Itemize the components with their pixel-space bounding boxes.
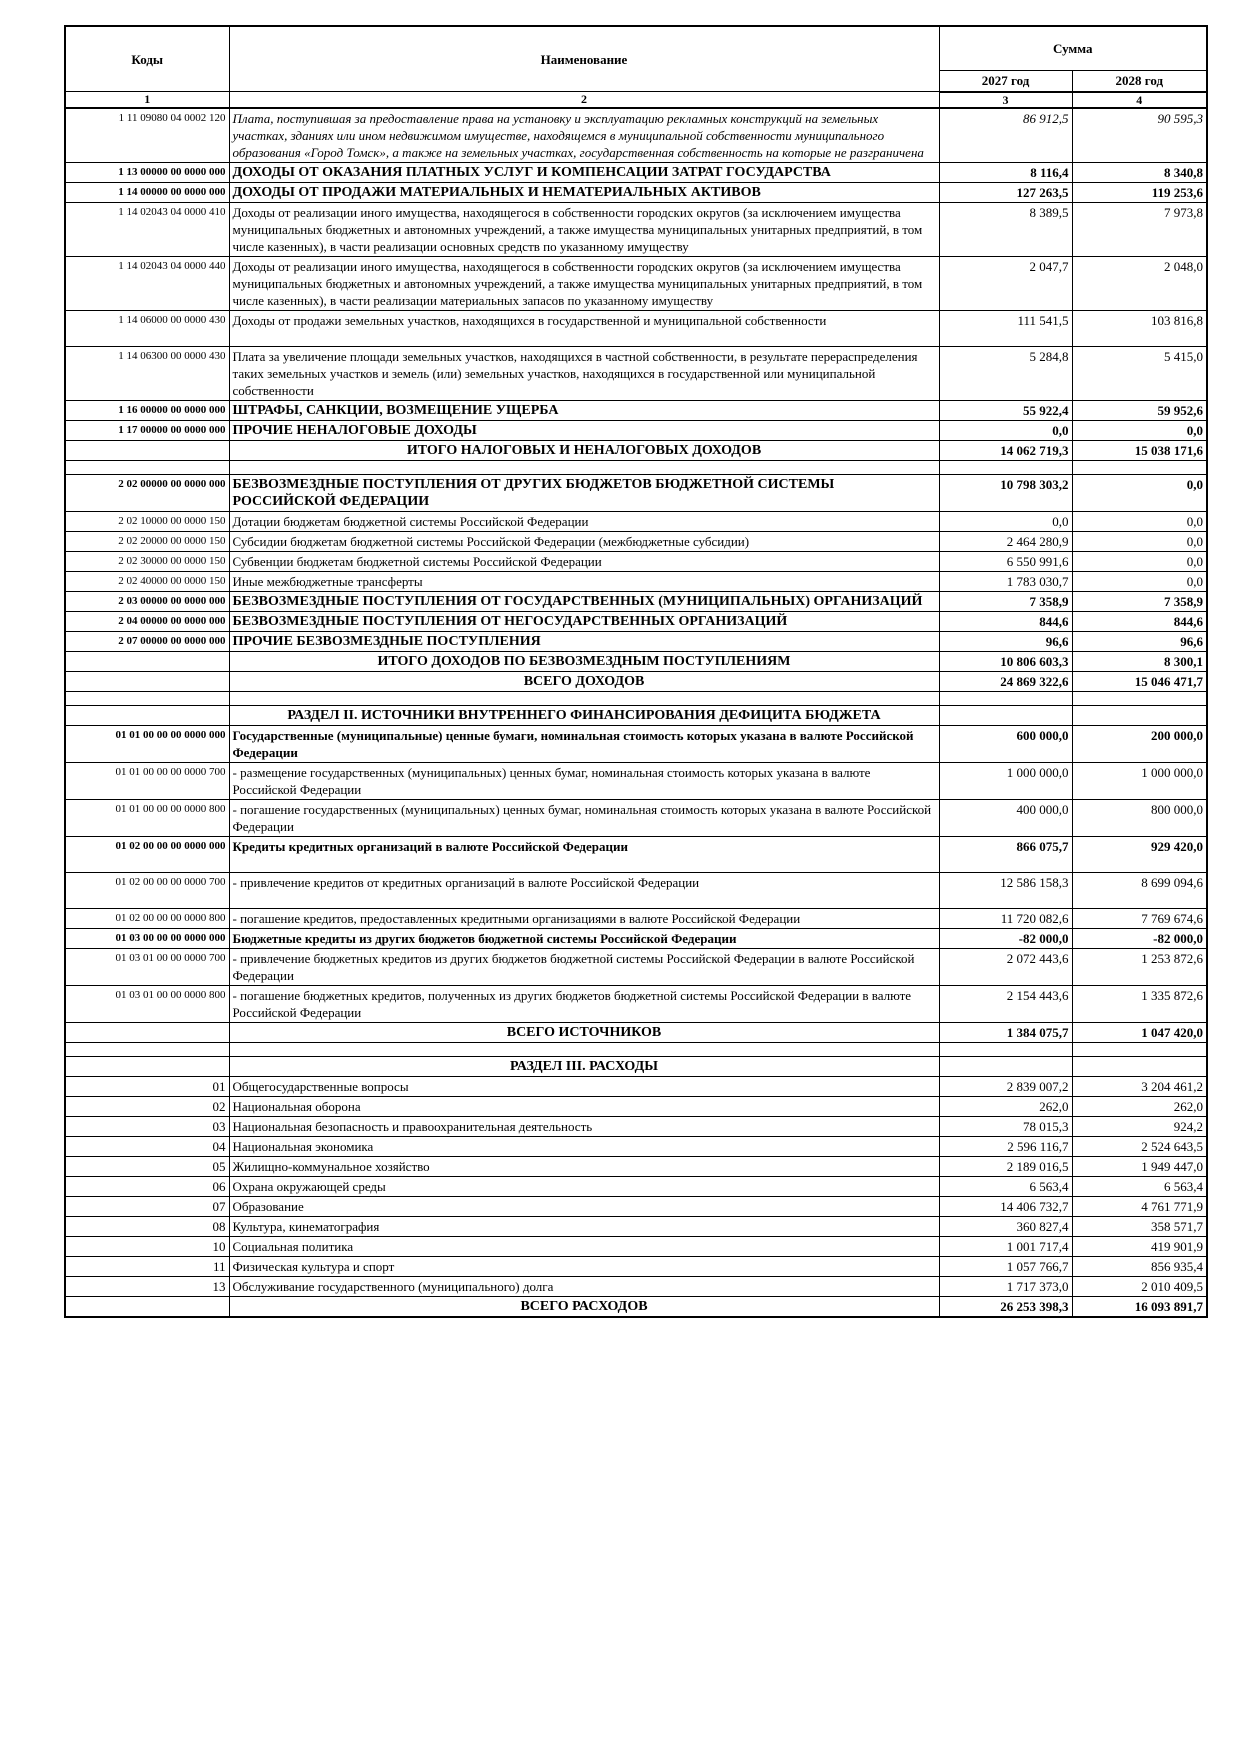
row-name: Национальная оборона — [229, 1096, 939, 1116]
row-value-2028: 2 524 643,5 — [1072, 1136, 1207, 1156]
table-row — [65, 836, 1207, 872]
row-code: 2 02 20000 00 0000 150 — [65, 531, 229, 551]
table-row — [65, 1236, 1207, 1256]
row-code: 1 14 02043 04 0000 440 — [65, 256, 229, 310]
row-value-2028: 844,6 — [1072, 611, 1207, 631]
row-value-2027: 2 596 116,7 — [939, 1136, 1072, 1156]
row-value-2027: 7 358,9 — [939, 591, 1072, 611]
table-row — [65, 651, 1207, 671]
table-body — [65, 108, 1207, 1317]
row-value-2028: 59 952,6 — [1072, 400, 1207, 420]
table-row — [65, 908, 1207, 928]
row-code: 02 — [65, 1096, 229, 1116]
header-codes: Коды — [65, 26, 229, 92]
table-row — [65, 671, 1207, 691]
row-name: Общегосударственные вопросы — [229, 1076, 939, 1096]
row-code — [65, 1022, 229, 1042]
row-value-2027: 262,0 — [939, 1096, 1072, 1116]
row-name: ДОХОДЫ ОТ ОКАЗАНИЯ ПЛАТНЫХ УСЛУГ И КОМПЕНСАЦИИ ЗАТРАТ ГОСУДАРСТВА — [229, 162, 939, 182]
table-row — [65, 1296, 1207, 1317]
row-value-2027: 11 720 082,6 — [939, 908, 1072, 928]
row-value-2027: 2 072 443,6 — [939, 948, 1072, 985]
row-value-2027: 5 284,8 — [939, 346, 1072, 400]
table-row — [65, 631, 1207, 651]
row-value-2028: 1 253 872,6 — [1072, 948, 1207, 985]
row-name: - привлечение бюджетных кредитов из других бюджетов бюджетной системы Российской Федерации в валюте Российской Федерации — [229, 948, 939, 985]
table-row — [65, 611, 1207, 631]
row-name: Жилищно-коммунальное хозяйство — [229, 1156, 939, 1176]
row-code: 04 — [65, 1136, 229, 1156]
row-value-2027: 96,6 — [939, 631, 1072, 651]
row-code — [65, 460, 229, 474]
row-value-2028 — [1072, 460, 1207, 474]
row-value-2028: 103 816,8 — [1072, 310, 1207, 346]
row-value-2027: 86 912,5 — [939, 108, 1072, 163]
row-value-2028: 929 420,0 — [1072, 836, 1207, 872]
row-name — [229, 691, 939, 705]
row-code: 01 03 01 00 00 0000 800 — [65, 985, 229, 1022]
row-code: 2 04 00000 00 0000 000 — [65, 611, 229, 631]
table-row — [65, 108, 1207, 163]
row-name: Социальная политика — [229, 1236, 939, 1256]
header-name: Наименование — [229, 26, 939, 92]
row-value-2027 — [939, 1042, 1072, 1056]
row-name — [229, 460, 939, 474]
row-value-2027: 8 116,4 — [939, 162, 1072, 182]
table-row — [65, 346, 1207, 400]
row-value-2028: 0,0 — [1072, 551, 1207, 571]
table-row — [65, 420, 1207, 440]
table-row — [65, 256, 1207, 310]
table-row — [65, 474, 1207, 511]
row-name: ШТРАФЫ, САНКЦИИ, ВОЗМЕЩЕНИЕ УЩЕРБА — [229, 400, 939, 420]
row-value-2028: 2 010 409,5 — [1072, 1276, 1207, 1296]
row-code — [65, 691, 229, 705]
header-year-2027: 2027 год — [939, 70, 1072, 91]
row-code: 10 — [65, 1236, 229, 1256]
table-row — [65, 162, 1207, 182]
row-value-2027: 127 263,5 — [939, 182, 1072, 202]
row-code — [65, 1042, 229, 1056]
row-code: 07 — [65, 1196, 229, 1216]
row-value-2027: 1 717 373,0 — [939, 1276, 1072, 1296]
table-row — [65, 1156, 1207, 1176]
row-value-2028: 1 000 000,0 — [1072, 762, 1207, 799]
row-code: 01 03 00 00 00 0000 000 — [65, 928, 229, 948]
row-code: 01 01 00 00 00 0000 700 — [65, 762, 229, 799]
row-name: Обслуживание государственного (муниципального) долга — [229, 1276, 939, 1296]
budget-table — [64, 25, 1208, 1318]
row-name: Дотации бюджетам бюджетной системы Российской Федерации — [229, 511, 939, 531]
header-colnum: 3 — [939, 92, 1072, 108]
row-value-2027: 400 000,0 — [939, 799, 1072, 836]
header-year-2028: 2028 год — [1072, 70, 1207, 91]
table-row — [65, 1216, 1207, 1236]
table-row — [65, 1116, 1207, 1136]
row-value-2027: 24 869 322,6 — [939, 671, 1072, 691]
row-name: Государственные (муниципальные) ценные бумаги, номинальная стоимость которых указана в валюте Российской Федерации — [229, 725, 939, 762]
header-sum: Сумма — [939, 26, 1207, 70]
row-value-2027: 2 047,7 — [939, 256, 1072, 310]
row-value-2028: 2 048,0 — [1072, 256, 1207, 310]
table-row — [65, 460, 1207, 474]
row-value-2028: 8 699 094,6 — [1072, 872, 1207, 908]
row-code: 2 02 30000 00 0000 150 — [65, 551, 229, 571]
row-value-2028: 90 595,3 — [1072, 108, 1207, 163]
row-value-2027: 26 253 398,3 — [939, 1296, 1072, 1317]
row-value-2028: 8 340,8 — [1072, 162, 1207, 182]
row-code — [65, 1056, 229, 1076]
table-row — [65, 1176, 1207, 1196]
table-row — [65, 799, 1207, 836]
row-value-2028: 0,0 — [1072, 531, 1207, 551]
row-value-2027: 111 541,5 — [939, 310, 1072, 346]
header-colnum: 4 — [1072, 92, 1207, 108]
table-row — [65, 1256, 1207, 1276]
table-row — [65, 928, 1207, 948]
row-name: БЕЗВОЗМЕЗДНЫЕ ПОСТУПЛЕНИЯ ОТ НЕГОСУДАРСТВЕННЫХ ОРГАНИЗАЦИЙ — [229, 611, 939, 631]
row-value-2028: 358 571,7 — [1072, 1216, 1207, 1236]
table-row — [65, 440, 1207, 460]
row-value-2027: 1 384 075,7 — [939, 1022, 1072, 1042]
table-row — [65, 948, 1207, 985]
row-name: ПРОЧИЕ БЕЗВОЗМЕЗДНЫЕ ПОСТУПЛЕНИЯ — [229, 631, 939, 651]
table-row — [65, 872, 1207, 908]
row-code: 1 11 09080 04 0002 120 — [65, 108, 229, 163]
row-code: 01 01 00 00 00 0000 800 — [65, 799, 229, 836]
table-row — [65, 551, 1207, 571]
row-value-2028: 15 038 171,6 — [1072, 440, 1207, 460]
table-row — [65, 310, 1207, 346]
table-row — [65, 1196, 1207, 1216]
row-name: ИТОГО НАЛОГОВЫХ И НЕНАЛОГОВЫХ ДОХОДОВ — [229, 440, 939, 460]
row-value-2027 — [939, 1056, 1072, 1076]
row-value-2028: 7 973,8 — [1072, 202, 1207, 256]
table-row — [65, 511, 1207, 531]
row-value-2028: 1 047 420,0 — [1072, 1022, 1207, 1042]
row-name: Плата, поступившая за предоставление права на установку и эксплуатацию рекламных конструкций на земельных участках, зданиях или ином недвижимом имуществе, находящемся в муниципальной собственности муниципального образования «Город Томск», а также на земельных участках, государственная собственность на которые не разграничена — [229, 108, 939, 163]
row-name: Кредиты кредитных организаций в валюте Российской Федерации — [229, 836, 939, 872]
header-colnum: 2 — [229, 92, 939, 108]
table-row — [65, 1022, 1207, 1042]
row-value-2028: 0,0 — [1072, 511, 1207, 531]
row-value-2028: 0,0 — [1072, 571, 1207, 591]
row-name: ИТОГО ДОХОДОВ ПО БЕЗВОЗМЕЗДНЫМ ПОСТУПЛЕНИЯМ — [229, 651, 939, 671]
row-value-2028: 15 046 471,7 — [1072, 671, 1207, 691]
row-name: БЕЗВОЗМЕЗДНЫЕ ПОСТУПЛЕНИЯ ОТ ГОСУДАРСТВЕННЫХ (МУНИЦИПАЛЬНЫХ) ОРГАНИЗАЦИЙ — [229, 591, 939, 611]
row-name: РАЗДЕЛ III. РАСХОДЫ — [229, 1056, 939, 1076]
row-code — [65, 440, 229, 460]
row-value-2027: -82 000,0 — [939, 928, 1072, 948]
row-name: Доходы от реализации иного имущества, находящегося в собственности городских округов (за исключением имущества муниципальных бюджетных и автономных учреждений, а также имущества муниципальных унитарных предприятий, в том числе казенных), в части реализации материальных запасов по указанному имуществу — [229, 256, 939, 310]
row-name: Национальная экономика — [229, 1136, 939, 1156]
row-code: 1 14 06300 00 0000 430 — [65, 346, 229, 400]
row-value-2027: 2 839 007,2 — [939, 1076, 1072, 1096]
row-value-2027: 78 015,3 — [939, 1116, 1072, 1136]
row-value-2028: 419 901,9 — [1072, 1236, 1207, 1256]
row-name: Доходы от реализации иного имущества, находящегося в собственности городских округов (за исключением имущества муниципальных бюджетных и автономных учреждений, а также имущества муниципальных унитарных предприятий, в том числе казенных), в части реализации основных средств по указанному имуществу — [229, 202, 939, 256]
row-code: 2 03 00000 00 0000 000 — [65, 591, 229, 611]
table-row — [65, 1076, 1207, 1096]
row-value-2027: 1 057 766,7 — [939, 1256, 1072, 1276]
row-value-2028: 3 204 461,2 — [1072, 1076, 1207, 1096]
row-value-2028 — [1072, 1056, 1207, 1076]
row-value-2028 — [1072, 1042, 1207, 1056]
row-value-2027: 8 389,5 — [939, 202, 1072, 256]
row-value-2028: 924,2 — [1072, 1116, 1207, 1136]
row-code: 05 — [65, 1156, 229, 1176]
table-row — [65, 985, 1207, 1022]
row-value-2027: 2 154 443,6 — [939, 985, 1072, 1022]
row-name: БЕЗВОЗМЕЗДНЫЕ ПОСТУПЛЕНИЯ ОТ ДРУГИХ БЮДЖЕТОВ БЮДЖЕТНОЙ СИСТЕМЫ РОССИЙСКОЙ ФЕДЕРАЦИИ — [229, 474, 939, 511]
row-value-2028: -82 000,0 — [1072, 928, 1207, 948]
row-value-2027: 10 806 603,3 — [939, 651, 1072, 671]
table-row — [65, 202, 1207, 256]
row-code: 1 17 00000 00 0000 000 — [65, 420, 229, 440]
row-value-2027: 2 189 016,5 — [939, 1156, 1072, 1176]
row-code: 2 02 10000 00 0000 150 — [65, 511, 229, 531]
row-value-2028: 800 000,0 — [1072, 799, 1207, 836]
row-name: - размещение государственных (муниципальных) ценных бумаг, номинальная стоимость которых указана в валюте Российской Федерации — [229, 762, 939, 799]
row-value-2028: 0,0 — [1072, 420, 1207, 440]
row-value-2028: 6 563,4 — [1072, 1176, 1207, 1196]
row-code: 2 02 00000 00 0000 000 — [65, 474, 229, 511]
row-code: 01 — [65, 1076, 229, 1096]
row-name: ПРОЧИЕ НЕНАЛОГОВЫЕ ДОХОДЫ — [229, 420, 939, 440]
row-value-2027: 14 062 719,3 — [939, 440, 1072, 460]
row-value-2028: 119 253,6 — [1072, 182, 1207, 202]
row-value-2027: 600 000,0 — [939, 725, 1072, 762]
row-value-2028: 0,0 — [1072, 474, 1207, 511]
row-value-2027: 6 563,4 — [939, 1176, 1072, 1196]
row-name: Национальная безопасность и правоохранительная деятельность — [229, 1116, 939, 1136]
row-value-2028: 1 949 447,0 — [1072, 1156, 1207, 1176]
table-row — [65, 182, 1207, 202]
table-row — [65, 705, 1207, 725]
row-value-2027: 1 000 000,0 — [939, 762, 1072, 799]
row-code: 2 07 00000 00 0000 000 — [65, 631, 229, 651]
row-code — [65, 671, 229, 691]
row-name: ВСЕГО РАСХОДОВ — [229, 1296, 939, 1317]
row-value-2028: 16 093 891,7 — [1072, 1296, 1207, 1317]
table-row — [65, 591, 1207, 611]
row-code: 11 — [65, 1256, 229, 1276]
row-value-2028 — [1072, 705, 1207, 725]
header-colnum: 1 — [65, 92, 229, 108]
row-name: Охрана окружающей среды — [229, 1176, 939, 1196]
row-name: Доходы от продажи земельных участков, находящихся в государственной и муниципальной собственности — [229, 310, 939, 346]
row-name — [229, 1042, 939, 1056]
row-value-2027: 0,0 — [939, 420, 1072, 440]
row-value-2028: 7 358,9 — [1072, 591, 1207, 611]
row-name: ВСЕГО ИСТОЧНИКОВ — [229, 1022, 939, 1042]
row-name: Иные межбюджетные трансферты — [229, 571, 939, 591]
row-value-2027: 2 464 280,9 — [939, 531, 1072, 551]
row-name: Субсидии бюджетам бюджетной системы Российской Федерации (межбюджетные субсидии) — [229, 531, 939, 551]
row-value-2027: 844,6 — [939, 611, 1072, 631]
row-code: 01 02 00 00 00 0000 000 — [65, 836, 229, 872]
row-name: Субвенции бюджетам бюджетной системы Российской Федерации — [229, 551, 939, 571]
row-name: - погашение кредитов, предоставленных кредитными организациями в валюте Российской Федерации — [229, 908, 939, 928]
row-code — [65, 705, 229, 725]
row-name: - привлечение кредитов от кредитных организаций в валюте Российской Федерации — [229, 872, 939, 908]
budget-document — [64, 25, 1206, 1318]
row-name: Бюджетные кредиты из других бюджетов бюджетной системы Российской Федерации — [229, 928, 939, 948]
table-row — [65, 1136, 1207, 1156]
row-value-2028: 1 335 872,6 — [1072, 985, 1207, 1022]
table-row — [65, 531, 1207, 551]
row-value-2027: 12 586 158,3 — [939, 872, 1072, 908]
row-code: 03 — [65, 1116, 229, 1136]
table-row — [65, 1056, 1207, 1076]
row-value-2027 — [939, 460, 1072, 474]
table-row — [65, 1042, 1207, 1056]
row-value-2028: 7 769 674,6 — [1072, 908, 1207, 928]
row-value-2027 — [939, 705, 1072, 725]
row-value-2027: 6 550 991,6 — [939, 551, 1072, 571]
row-name: Культура, кинематография — [229, 1216, 939, 1236]
row-value-2028: 96,6 — [1072, 631, 1207, 651]
row-code: 01 03 01 00 00 0000 700 — [65, 948, 229, 985]
row-code: 13 — [65, 1276, 229, 1296]
row-code: 08 — [65, 1216, 229, 1236]
row-code: 01 02 00 00 00 0000 800 — [65, 908, 229, 928]
row-value-2027: 14 406 732,7 — [939, 1196, 1072, 1216]
row-value-2028: 200 000,0 — [1072, 725, 1207, 762]
row-value-2027: 1 783 030,7 — [939, 571, 1072, 591]
row-name: ДОХОДЫ ОТ ПРОДАЖИ МАТЕРИАЛЬНЫХ И НЕМАТЕРИАЛЬНЫХ АКТИВОВ — [229, 182, 939, 202]
row-value-2028: 4 761 771,9 — [1072, 1196, 1207, 1216]
row-code: 1 14 02043 04 0000 410 — [65, 202, 229, 256]
row-value-2027: 0,0 — [939, 511, 1072, 531]
row-code: 1 14 00000 00 0000 000 — [65, 182, 229, 202]
row-code — [65, 651, 229, 671]
row-value-2028: 5 415,0 — [1072, 346, 1207, 400]
row-name: - погашение бюджетных кредитов, полученных из других бюджетов бюджетной системы Российской Федерации в валюте Российской Федерации — [229, 985, 939, 1022]
table-row — [65, 1276, 1207, 1296]
row-value-2027: 1 001 717,4 — [939, 1236, 1072, 1256]
table-row — [65, 725, 1207, 762]
row-name: Физическая культура и спорт — [229, 1256, 939, 1276]
row-code: 01 02 00 00 00 0000 700 — [65, 872, 229, 908]
row-name: ВСЕГО ДОХОДОВ — [229, 671, 939, 691]
row-value-2027: 10 798 303,2 — [939, 474, 1072, 511]
row-value-2028: 8 300,1 — [1072, 651, 1207, 671]
row-value-2027 — [939, 691, 1072, 705]
table-row — [65, 1096, 1207, 1116]
row-name: - погашение государственных (муниципальных) ценных бумаг, номинальная стоимость которых указана в валюте Российской Федерации — [229, 799, 939, 836]
row-name: Образование — [229, 1196, 939, 1216]
table-row — [65, 691, 1207, 705]
row-name: Плата за увеличение площади земельных участков, находящихся в частной собственности, в результате перераспределения таких земельных участков и земель (или) земельных участков, находящихся в государственной или муниципальной собственности — [229, 346, 939, 400]
row-code: 06 — [65, 1176, 229, 1196]
row-code: 1 14 06000 00 0000 430 — [65, 310, 229, 346]
row-value-2028 — [1072, 691, 1207, 705]
row-code: 2 02 40000 00 0000 150 — [65, 571, 229, 591]
row-name: РАЗДЕЛ II. ИСТОЧНИКИ ВНУТРЕННЕГО ФИНАНСИРОВАНИЯ ДЕФИЦИТА БЮДЖЕТА — [229, 705, 939, 725]
row-value-2027: 360 827,4 — [939, 1216, 1072, 1236]
row-value-2027: 55 922,4 — [939, 400, 1072, 420]
row-value-2028: 262,0 — [1072, 1096, 1207, 1116]
table-row — [65, 400, 1207, 420]
row-code: 01 01 00 00 00 0000 000 — [65, 725, 229, 762]
table-row — [65, 571, 1207, 591]
row-code — [65, 1296, 229, 1317]
row-value-2027: 866 075,7 — [939, 836, 1072, 872]
row-code: 1 16 00000 00 0000 000 — [65, 400, 229, 420]
row-value-2028: 856 935,4 — [1072, 1256, 1207, 1276]
table-row — [65, 762, 1207, 799]
row-code: 1 13 00000 00 0000 000 — [65, 162, 229, 182]
